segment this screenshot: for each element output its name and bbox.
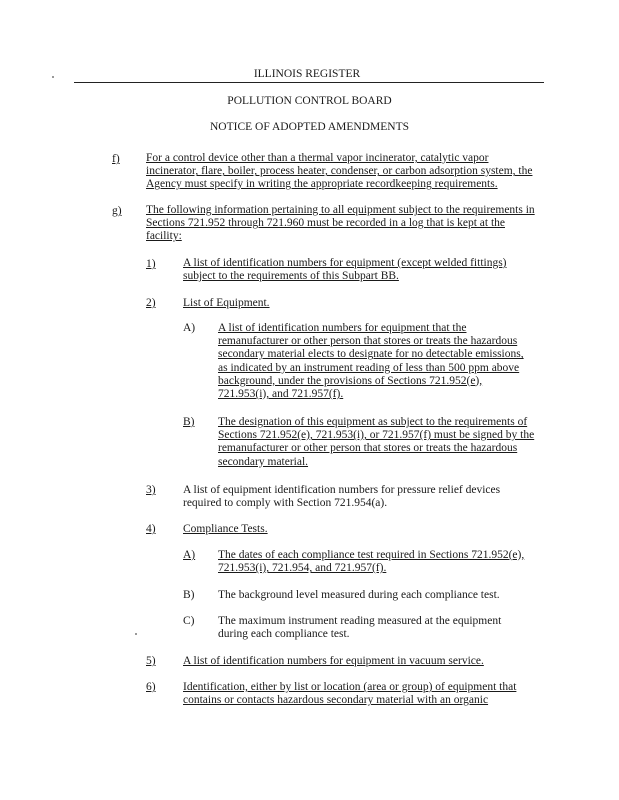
- item-g4A-label: A): [183, 549, 196, 561]
- board-title: POLLUTION CONTROL BOARD: [227, 95, 392, 107]
- scan-speck: [135, 633, 137, 635]
- item-g5-label: 5): [146, 655, 156, 667]
- item-g2-label: 2): [146, 297, 156, 309]
- notice-title: NOTICE OF ADOPTED AMENDMENTS: [209, 121, 410, 133]
- item-g-text: The following information pertaining to all equipment subject to the requirements in Sections 721.952 through 721.960 must be recorded in a log that is kept at the facility:: [146, 204, 535, 243]
- header-rule: [74, 82, 544, 83]
- item-g4-text: Compliance Tests.: [183, 523, 268, 535]
- item-g4B-label: B): [183, 589, 195, 601]
- item-g2A-body: A list of identification numbers for equipment that the remanufacturer or other person that stores or treats the hazardous secondary material elects to designate for no detectable emissions, as indicated by an instrument reading of less than 500 ppm above background, under the provisions of Sections 721.952(e), 721.953(i), and 721.957(f).: [218, 322, 524, 401]
- item-g-label: g): [112, 205, 122, 217]
- item-f-label: f): [112, 153, 120, 165]
- item-g2B-text: The designation of this equipment as subject to the requirements of Sections 721.952(e), 721.953(i), or 721.957(f) must be signed by the remanufacturer or other person that stores or treats the hazardous secondary material.: [218, 416, 535, 468]
- item-g6-label: 6): [146, 681, 156, 693]
- item-g6-text: Identification, either by list or location (area or group) of equipment that contains or contacts hazardous secondary material with an organic: [183, 681, 517, 707]
- register-title: ILLINOIS REGISTER: [253, 68, 361, 80]
- item-g1-label: 1): [146, 258, 156, 270]
- item-g4B-text: The background level measured during each compliance test.: [218, 589, 500, 601]
- item-g4C-label: C): [183, 615, 195, 627]
- scan-speck: [52, 76, 54, 78]
- item-g3-label: 3): [146, 484, 156, 496]
- item-g2A-text: [218, 322, 536, 401]
- item-g4-label: 4): [146, 523, 156, 535]
- item-g2A-label: A): [183, 322, 196, 334]
- item-g4C-text: The maximum instrument reading measured at the equipment during each compliance test.: [218, 615, 502, 641]
- item-g2-text: List of Equipment.: [183, 297, 270, 309]
- item-g2B-label: B): [183, 416, 195, 428]
- item-g1-text: A list of identification numbers for equipment (except welded fittings) subject to the requirements of this Subpart BB.: [183, 257, 507, 283]
- item-g3-text: A list of equipment identification numbers for pressure relief devices required to comply with Section 721.954(a).: [183, 484, 501, 510]
- item-g4A-text: The dates of each compliance test required in Sections 721.952(e), 721.953(i), 721.954, and 721.957(f).: [218, 549, 525, 575]
- item-f-text: For a control device other than a thermal vapor incinerator, catalytic vapor incinerator, flare, boiler, process heater, condenser, or carbon adsorption system, the Agency must specify in writing the appropriate recordkeeping requirements.: [146, 152, 533, 191]
- item-g5-text: A list of identification numbers for equipment in vacuum service.: [183, 655, 484, 667]
